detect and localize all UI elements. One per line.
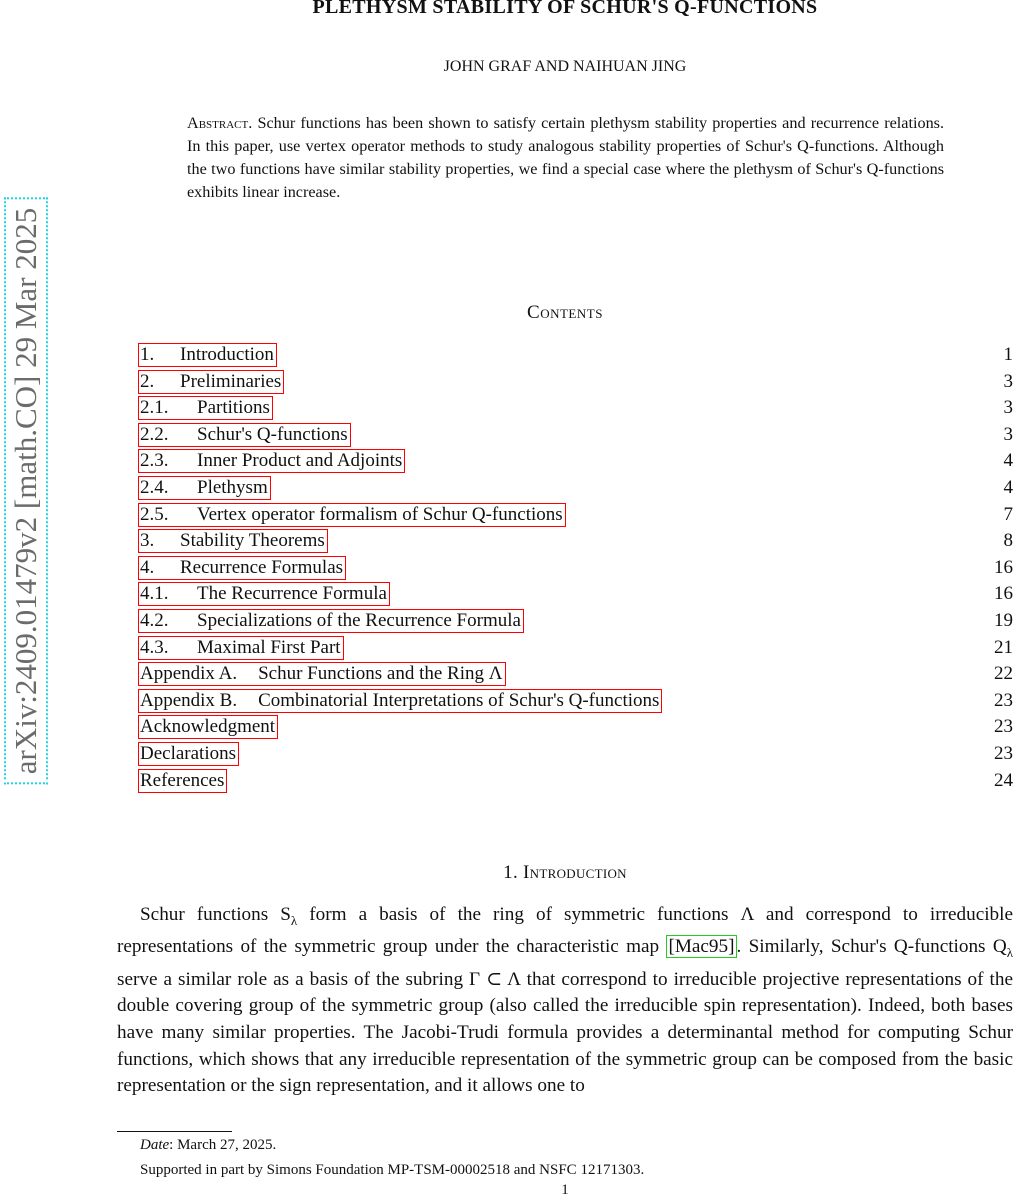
toc-link[interactable]	[138, 449, 405, 473]
toc-page-number: 4	[1003, 450, 1013, 472]
toc-entry-number: 2.	[140, 370, 155, 392]
toc-page-number: 23	[994, 689, 1013, 711]
toc-entry-number: Appendix A.	[140, 663, 238, 685]
toc-link[interactable]	[138, 769, 227, 793]
toc-row	[138, 475, 1013, 502]
toc-page-number: 23	[994, 716, 1013, 738]
toc-link[interactable]	[138, 343, 277, 367]
toc-link[interactable]	[138, 582, 390, 606]
toc-entry-label: Maximal First Part	[197, 636, 341, 658]
toc-entry-label: Combinatorial Interpretations of Schur's Q-functions	[258, 689, 660, 711]
toc-row	[138, 635, 1013, 662]
toc-page-number: 4	[1003, 476, 1013, 498]
paper-authors: JOHN GRAF AND NAIHUAN JING	[443, 58, 687, 75]
table-of-contents	[138, 342, 1013, 794]
toc-entry-label: Vertex operator formalism of Schur Q-functions	[197, 503, 563, 525]
toc-link[interactable]	[138, 556, 346, 580]
toc-link[interactable]	[138, 396, 273, 420]
intro-text-1: Schur functions S	[140, 904, 291, 925]
toc-row	[138, 395, 1013, 422]
toc-page-number: 3	[1003, 370, 1013, 392]
toc-entry-number: 4.3.	[140, 636, 169, 658]
toc-entry-label: Specializations of the Recurrence Formula	[197, 609, 521, 631]
citation-link-mac95[interactable]: [Mac95]	[668, 936, 735, 958]
footnote-date	[140, 1137, 276, 1154]
contents-heading: Contents	[527, 302, 603, 323]
toc-row	[138, 369, 1013, 396]
toc-entry-number: 2.1.	[140, 397, 169, 419]
toc-row	[138, 342, 1013, 369]
toc-entry-label: Plethysm	[197, 476, 268, 498]
toc-entry-number: 3.	[140, 530, 155, 552]
page-number: 1	[561, 1182, 569, 1198]
toc-page-number: 21	[994, 636, 1013, 658]
section-heading-introduction	[0, 862, 1013, 884]
toc-entry-label: Schur's Q-functions	[197, 423, 348, 445]
toc-entry-number: 2.3.	[140, 450, 169, 472]
toc-row	[138, 422, 1013, 449]
toc-entry-number: 4.1.	[140, 583, 169, 605]
toc-entry-label: Preliminaries	[180, 370, 282, 392]
toc-entry-number: 2.2.	[140, 423, 169, 445]
footnote-rule	[117, 1131, 232, 1132]
toc-entry-number: 4.	[140, 556, 155, 578]
toc-link[interactable]	[138, 742, 239, 766]
toc-page-number: 16	[994, 583, 1013, 605]
toc-link[interactable]	[138, 662, 506, 686]
toc-entry-label: Stability Theorems	[180, 530, 325, 552]
toc-link[interactable]	[138, 503, 566, 527]
toc-entry-number: 4.2.	[140, 609, 169, 631]
toc-row	[138, 555, 1013, 582]
toc-link[interactable]	[138, 689, 662, 713]
toc-row	[138, 661, 1013, 688]
toc-entry-label: References	[140, 769, 225, 791]
abstract	[187, 112, 944, 204]
footnote-date-label: Date	[140, 1137, 170, 1153]
abstract-label: Abstract.	[187, 114, 253, 132]
toc-entry-label: Schur Functions and the Ring Λ	[258, 663, 503, 685]
intro-text-4: serve a similar role as a basis of the subring Γ ⊂ Λ that correspond to irreducible projective representations of the double covering group of the symmetric group (also called the irreducible spin representation). Indeed, both bases have many similar properties. The Jacobi-Trudi formula provides a determinantal method for computing Schur functions, which shows that any irreducible representation of the symmetric group can be composed from the basic representation or the sign representation, and it allows one to	[117, 968, 1013, 1097]
toc-page-number: 1	[1003, 344, 1013, 365]
toc-entry-label: The Recurrence Formula	[197, 583, 387, 605]
intro-text-2: form a basis of the ring of symmetric functions Λ and correspond to irreducible representations of the symmetric group under the characteristic map	[117, 904, 1013, 958]
toc-entry-label: Acknowledgment	[140, 716, 276, 738]
toc-row	[138, 741, 1013, 768]
toc-entry-number: 1.	[140, 344, 155, 365]
toc-row	[138, 608, 1013, 635]
arxiv-stamp[interactable]	[0, 128, 54, 854]
toc-row	[138, 768, 1013, 795]
toc-link[interactable]	[138, 529, 328, 553]
section-heading-text: 1. Introduction	[503, 862, 627, 883]
toc-entry-number: Appendix B.	[140, 689, 238, 711]
footnote-support: Supported in part by Simons Foundation MP-TSM-00002518 and NSFC 12171303.	[140, 1162, 645, 1178]
toc-page-number: 19	[994, 609, 1013, 631]
toc-link[interactable]	[138, 476, 271, 500]
abstract-text: Schur functions has been shown to satisfy certain plethysm stability properties and recurrence relations. In this paper, use vertex operator methods to study analogous stability properties of Schur's Q-functions. Although the two functions have similar stability properties, we find a special case where the plethysm of Schur's Q-functions exhibits linear increase.	[187, 114, 945, 201]
toc-row	[138, 714, 1013, 741]
toc-page-number: 16	[994, 556, 1013, 578]
toc-page-number: 3	[1003, 397, 1013, 419]
intro-text-3: . Similarly, Schur's Q-functions Q	[736, 936, 1007, 958]
toc-entry-label: Declarations	[140, 742, 237, 764]
arxiv-stamp-text[interactable]: arXiv:2409.01479v2 [math.CO] 29 Mar 2025	[4, 198, 48, 785]
toc-page-number: 7	[1003, 503, 1013, 525]
toc-page-number: 24	[994, 769, 1013, 791]
footnote-date-value: : March 27, 2025.	[169, 1137, 277, 1153]
toc-entry-label: Partitions	[197, 397, 270, 419]
toc-row	[138, 528, 1013, 555]
toc-page-number: 22	[994, 663, 1013, 685]
introduction-paragraph	[117, 902, 1013, 1100]
toc-row	[138, 502, 1013, 529]
toc-page-number: 23	[994, 742, 1013, 764]
paper-title: PLETHYSM STABILITY OF SCHUR'S Q-FUNCTIONS	[312, 0, 818, 18]
toc-link[interactable]	[138, 636, 344, 660]
intro-subscript-1: λ	[290, 912, 298, 928]
toc-entry-number: 2.5.	[140, 503, 169, 525]
toc-row	[138, 581, 1013, 608]
intro-subscript-2: λ	[1006, 945, 1013, 961]
toc-row	[138, 448, 1013, 475]
toc-page-number: 8	[1003, 530, 1013, 552]
toc-entry-label: Introduction	[180, 344, 274, 365]
toc-row	[138, 688, 1013, 715]
toc-entry-number: 2.4.	[140, 476, 169, 498]
toc-entry-label: Inner Product and Adjoints	[197, 450, 403, 472]
toc-link[interactable]	[138, 423, 351, 447]
toc-link[interactable]	[138, 370, 284, 394]
toc-link[interactable]	[138, 609, 524, 633]
toc-page-number: 3	[1003, 423, 1013, 445]
toc-link[interactable]	[138, 715, 278, 739]
toc-entry-label: Recurrence Formulas	[180, 556, 344, 578]
